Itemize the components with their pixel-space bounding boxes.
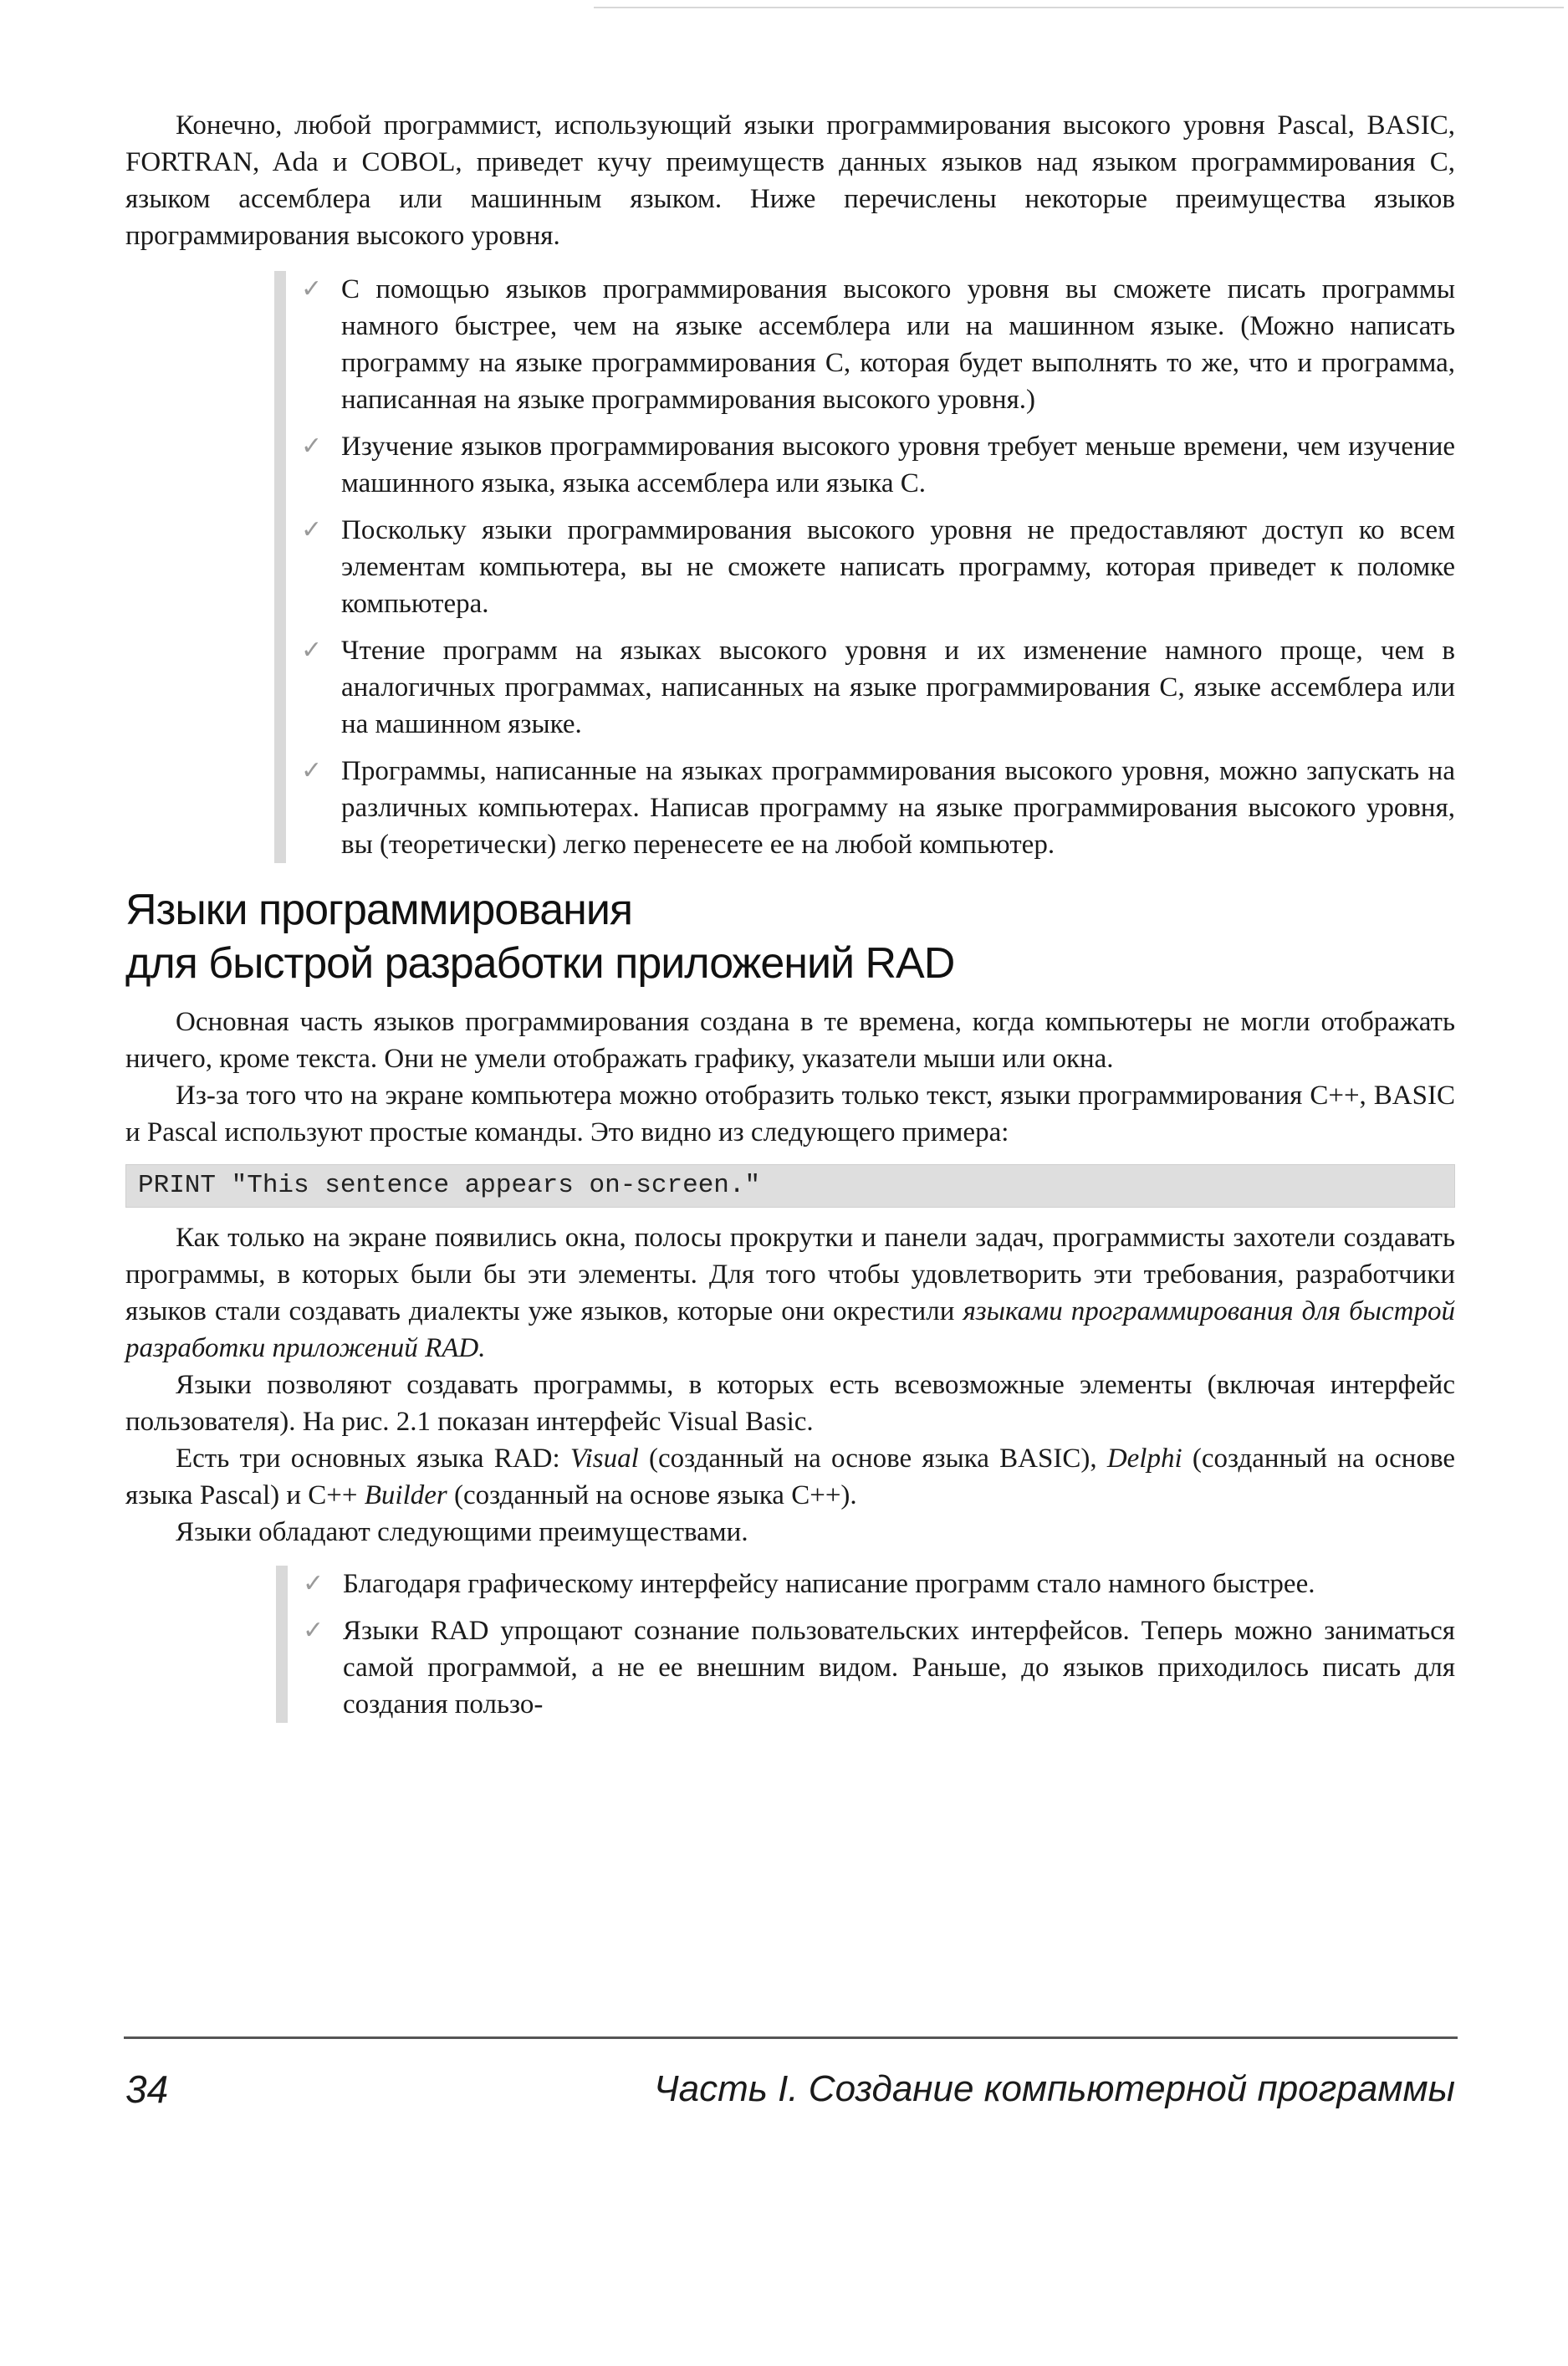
code-sample: PRINT "This sentence appears on-screen." bbox=[125, 1164, 1455, 1208]
chapter-title: Часть I. Создание компьютерной программы bbox=[654, 2068, 1455, 2109]
list-item: ✓ Изучение языков программирования высокого уровня требует меньше времени, чем изучение машинного языка, языка ассемблера или языка С. bbox=[298, 428, 1455, 502]
section-paragraph-5: Есть три основных языка RAD: Visual (созданный на основе языка BASIC), Delphi (созданный на основе языка Pascal) и С++ Builder (созданный на основе языка С++). bbox=[125, 1444, 1455, 1510]
checkmark-icon: ✓ bbox=[303, 1616, 324, 1645]
list-item: ✓ Благодаря графическому интерфейсу написание программ стало намного быстрее. bbox=[299, 1566, 1455, 1602]
checkmark-icon: ✓ bbox=[301, 274, 323, 304]
list-item: ✓ С помощью языков программирования высокого уровня вы сможете писать программы намного быстрее, чем на языке ассемблера или на машинном языке. (Можно написать программу на языке программирования С, которая будет выполнять то же, что и программа, написанная на языке программирования высокого уровня.) bbox=[298, 271, 1455, 418]
intro-paragraph: Конечно, любой программист, использующий языки программирования высокого уровня Pascal, BASIC, FORTRAN, Ada и COBOL, приведет кучу преимуществ данных языков над языком программирования С, языком ассемблера или машинным языком. Ниже перечислены некоторые преимущества языков программирования высокого уровня. bbox=[125, 110, 1455, 251]
page-body bbox=[125, 107, 1455, 1733]
advantages-list bbox=[274, 271, 1455, 863]
rad-advantages-list bbox=[276, 1566, 1455, 1723]
section-paragraph-2: Из-за того что на экране компьютера можно отобразить только текст, языки программирования С++, BASIC и Pascal используют простые команды. Это видно из следующего примера: bbox=[125, 1081, 1455, 1147]
list-item: ✓ Поскольку языки программирования высокого уровня не предоставляют доступ ко всем элементам компьютера, вы не сможете написать программу, которая приведет к поломке компьютера. bbox=[298, 512, 1455, 622]
section-paragraph-4: Языки позволяют создавать программы, в которых есть всевозможные элементы (включая интерфейс пользователя). На рис. 2.1 показан интерфейс Visual Basic. bbox=[125, 1370, 1455, 1437]
checkmark-icon: ✓ bbox=[301, 515, 323, 544]
section-heading: Языки программирования для быстрой разработки приложений RAD bbox=[125, 886, 955, 988]
section-paragraph-6: Языки обладают следующими преимуществами. bbox=[176, 1517, 748, 1547]
checkmark-icon: ✓ bbox=[301, 636, 323, 665]
section-paragraph-1: Основная часть языков программирования создана в те времена, когда компьютеры не могли отображать ничего, кроме текста. Они не умели отображать графику, указатели мыши или окна. bbox=[125, 1007, 1455, 1074]
page-number: 34 bbox=[125, 2067, 169, 2111]
checkmark-icon: ✓ bbox=[301, 432, 323, 461]
list-item: ✓ Программы, написанные на языках программирования высокого уровня, можно запускать на различных компьютерах. Написав программу на языке программирования высокого уровня, вы (теоретически) легко перенесете ее на любой компьютер. bbox=[298, 753, 1455, 863]
checkmark-icon: ✓ bbox=[301, 756, 323, 785]
footer-rule bbox=[124, 2036, 1458, 2039]
list-item: ✓ Чтение программ на языках высокого уровня и их изменение намного проще, чем в аналогичных программах, написанных на языке программирования С, языке ассемблера или на машинном языке. bbox=[298, 632, 1455, 743]
list-item: ✓ Языки RAD упрощают сознание пользовательских интерфейсов. Теперь можно заниматься самой программой, а не ее внешним видом. Раньше, до языков приходилось писать для создания пользо- bbox=[299, 1612, 1455, 1723]
checkmark-icon: ✓ bbox=[303, 1569, 324, 1598]
section-paragraph-3: Как только на экране появились окна, полосы прокрутки и панели задач, программисты захотели создавать программы, в которых были бы эти элементы. Для того чтобы удовлетворить эти требования, разработчики языков стали создавать диалекты уже языков, которые они окрестили языками программирования для быстрой разработки приложений RAD. bbox=[125, 1223, 1455, 1363]
top-rule bbox=[594, 7, 1564, 8]
